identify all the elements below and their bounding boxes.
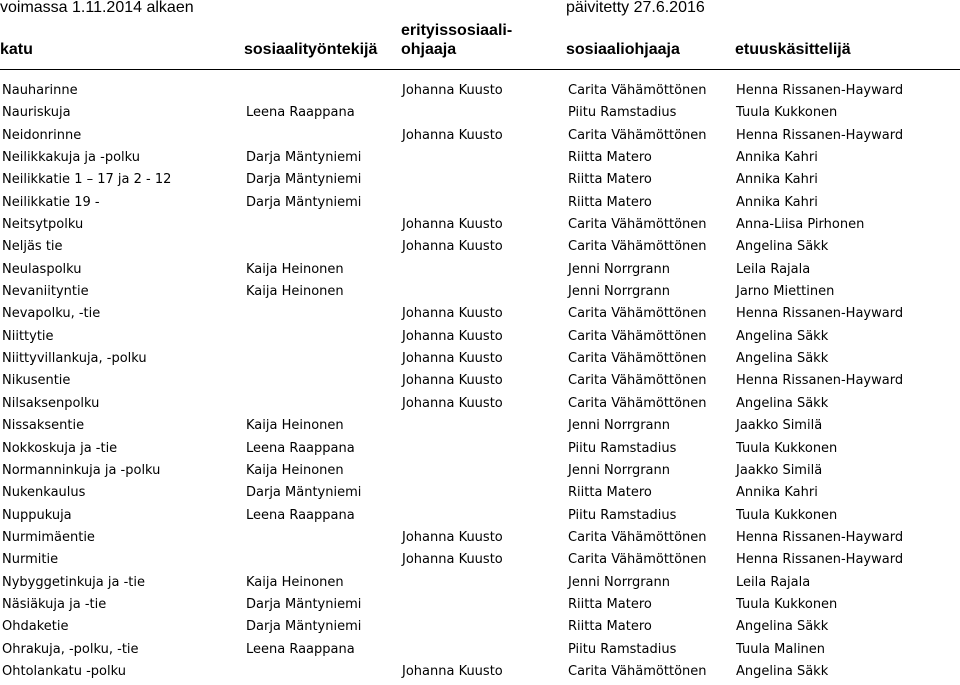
street-cell: Neilikkatie 1 – 17 ja 2 - 12 (2, 172, 172, 188)
benefit-processor-cell: Angelina Säkk (736, 239, 829, 255)
social-guide-cell: Carita Vähämöttönen (568, 663, 707, 679)
benefit-processor-cell: Henna Rissanen-Hayward (736, 83, 904, 98)
special-social-guide-cell: Johanna Kuusto (402, 552, 503, 568)
header-divider (0, 69, 960, 70)
column-header-special-social-guide-line1: erityissosiaali- (401, 22, 513, 39)
table-row (0, 147, 960, 169)
column-header-special-social-guide (401, 21, 512, 59)
social-guide-cell: Carita Vähämöttönen (568, 395, 707, 411)
street-cell: Nikusentie (2, 373, 71, 389)
special-social-guide-cell: Johanna Kuusto (402, 306, 503, 322)
benefit-processor-cell: Jaakko Similä (736, 462, 823, 478)
benefit-processor-cell: Tuula Kukkonen (736, 440, 838, 456)
benefit-processor-cell: Tuula Kukkonen (736, 105, 838, 121)
special-social-guide-cell: Johanna Kuusto (402, 239, 503, 255)
benefit-processor-cell: Jaakko Similä (736, 418, 823, 434)
benefit-processor-cell: Henna Rissanen-Hayward (736, 306, 904, 322)
benefit-processor-cell: Henna Rissanen-Hayward (736, 127, 904, 143)
street-cell: Nukenkaulus (2, 485, 86, 501)
table-row (0, 661, 960, 683)
table-row (0, 393, 960, 415)
benefit-processor-cell: Angelina Säkk (736, 619, 829, 635)
table-row (0, 80, 960, 102)
social-guide-cell: Jenni Norrgrann (568, 284, 671, 300)
benefit-processor-cell: Anna-Liisa Pirhonen (736, 217, 865, 233)
benefit-processor-cell: Tuula Kukkonen (736, 596, 838, 612)
table-row (0, 125, 960, 147)
street-cell: Nissaksentie (2, 418, 85, 434)
special-social-guide-cell: Johanna Kuusto (402, 351, 503, 367)
street-cell: Nilsaksenpolku (2, 395, 100, 411)
table-row (0, 236, 960, 258)
social-worker-cell: Darja Mäntyniemi (246, 596, 362, 612)
benefit-processor-cell: Henna Rissanen-Hayward (736, 552, 904, 568)
social-guide-cell: Riitta Matero (568, 194, 652, 210)
social-worker-cell: Leena Raappana (246, 507, 355, 523)
benefit-processor-cell: Angelina Säkk (736, 351, 829, 367)
street-assignment-table (0, 80, 960, 683)
table-row (0, 594, 960, 616)
benefit-processor-cell: Henna Rissanen-Hayward (736, 529, 904, 545)
special-social-guide-cell: Johanna Kuusto (402, 373, 503, 389)
table-row (0, 460, 960, 482)
social-guide-cell: Piitu Ramstadius (568, 440, 677, 456)
updated-date: päivitetty 27.6.2016 (566, 0, 705, 16)
table-row (0, 572, 960, 594)
social-guide-cell: Carita Vähämöttönen (568, 328, 707, 344)
special-social-guide-cell: Johanna Kuusto (402, 663, 503, 679)
social-worker-cell: Leena Raappana (246, 440, 355, 456)
social-worker-cell: Darja Mäntyniemi (246, 150, 362, 166)
street-cell: Neulaspolku (2, 261, 82, 277)
table-row (0, 438, 960, 460)
column-header-social-worker: sosiaalityöntekijä (244, 41, 378, 58)
benefit-processor-cell: Tuula Malinen (736, 641, 826, 657)
column-header-benefit-processing: etuuskäsittelijä (735, 41, 851, 58)
benefit-processor-cell: Annika Kahri (736, 150, 818, 166)
street-cell: Ohrakuja, -polku, -tie (2, 641, 139, 657)
street-cell: Neljäs tie (2, 239, 63, 255)
table-row (0, 505, 960, 527)
street-cell: Nevaniityntie (2, 284, 89, 300)
street-cell: Nuppukuja (2, 507, 72, 523)
benefit-processor-cell: Leila Rajala (736, 261, 811, 277)
table-row (0, 281, 960, 303)
special-social-guide-cell: Johanna Kuusto (402, 529, 503, 545)
social-worker-cell: Kaija Heinonen (246, 284, 344, 300)
table-row (0, 348, 960, 370)
social-guide-cell: Riitta Matero (568, 485, 652, 501)
street-cell: Nurmimäentie (2, 529, 95, 545)
social-guide-cell: Jenni Norrgrann (568, 462, 671, 478)
street-cell: Neitsytpolku (2, 217, 84, 233)
street-cell: Niittyvillankuja, -polku (2, 351, 147, 367)
street-cell: Nurmitie (2, 552, 59, 568)
social-guide-cell: Carita Vähämöttönen (568, 351, 707, 367)
street-cell: Ohtolankatu -polku (2, 663, 126, 679)
special-social-guide-cell: Johanna Kuusto (402, 127, 503, 143)
table-row (0, 259, 960, 281)
benefit-processor-cell: Leila Rajala (736, 574, 811, 590)
social-guide-cell: Carita Vähämöttönen (568, 83, 707, 98)
benefit-processor-cell: Annika Kahri (736, 194, 818, 210)
street-cell: Nauriskuja (2, 105, 71, 121)
social-guide-cell: Riitta Matero (568, 150, 652, 166)
social-guide-cell: Carita Vähämöttönen (568, 552, 707, 568)
social-guide-cell: Jenni Norrgrann (568, 418, 671, 434)
table-row (0, 370, 960, 392)
street-cell: Niittytie (2, 328, 54, 344)
table-row (0, 415, 960, 437)
benefit-processor-cell: Angelina Säkk (736, 395, 829, 411)
benefit-processor-cell: Angelina Säkk (736, 328, 829, 344)
social-guide-cell: Riitta Matero (568, 619, 652, 635)
street-cell: Neidonrinne (2, 127, 82, 143)
table-row (0, 192, 960, 214)
column-header-special-social-guide-line2: ohjaaja (401, 41, 457, 58)
social-guide-cell: Jenni Norrgrann (568, 261, 671, 277)
street-cell: Näsiäkuja ja -tie (2, 596, 107, 612)
street-cell: Neilikkatie 19 - (2, 194, 100, 210)
benefit-processor-cell: Henna Rissanen-Hayward (736, 373, 904, 389)
table-row (0, 169, 960, 191)
benefit-processor-cell: Tuula Kukkonen (736, 507, 838, 523)
street-cell: Nybyggetinkuja ja -tie (2, 574, 145, 590)
special-social-guide-cell: Johanna Kuusto (402, 83, 503, 98)
social-worker-cell: Leena Raappana (246, 641, 355, 657)
social-worker-cell: Kaija Heinonen (246, 418, 344, 434)
street-cell: Nauharinne (2, 83, 78, 98)
social-guide-cell: Riitta Matero (568, 596, 652, 612)
street-cell: Neilikkakuja ja -polku (2, 150, 141, 166)
social-guide-cell: Piitu Ramstadius (568, 105, 677, 121)
social-worker-cell: Kaija Heinonen (246, 462, 344, 478)
social-worker-cell: Darja Mäntyniemi (246, 194, 362, 210)
street-cell: Nevapolku, -tie (2, 306, 101, 322)
social-guide-cell: Jenni Norrgrann (568, 574, 671, 590)
special-social-guide-cell: Johanna Kuusto (402, 395, 503, 411)
table-row (0, 303, 960, 325)
table-row (0, 102, 960, 124)
special-social-guide-cell: Johanna Kuusto (402, 328, 503, 344)
social-guide-cell: Carita Vähämöttönen (568, 239, 707, 255)
social-worker-cell: Leena Raappana (246, 105, 355, 121)
table-row (0, 326, 960, 348)
social-guide-cell: Carita Vähämöttönen (568, 127, 707, 143)
table-row (0, 549, 960, 571)
social-worker-cell: Darja Mäntyniemi (246, 485, 362, 501)
social-guide-cell: Carita Vähämöttönen (568, 306, 707, 322)
social-guide-cell: Carita Vähämöttönen (568, 217, 707, 233)
social-guide-cell: Piitu Ramstadius (568, 507, 677, 523)
table-row (0, 639, 960, 661)
social-guide-cell: Riitta Matero (568, 172, 652, 188)
table-row (0, 482, 960, 504)
special-social-guide-cell: Johanna Kuusto (402, 217, 503, 233)
social-guide-cell: Carita Vähämöttönen (568, 529, 707, 545)
table-row (0, 214, 960, 236)
benefit-processor-cell: Jarno Miettinen (736, 284, 835, 300)
column-header-social-guide: sosiaaliohjaaja (566, 41, 680, 58)
table-row (0, 616, 960, 638)
social-worker-cell: Darja Mäntyniemi (246, 619, 362, 635)
social-guide-cell: Carita Vähämöttönen (568, 373, 707, 389)
table-row (0, 527, 960, 549)
street-cell: Ohdaketie (2, 619, 69, 635)
benefit-processor-cell: Angelina Säkk (736, 663, 829, 679)
social-worker-cell: Kaija Heinonen (246, 261, 344, 277)
social-worker-cell: Kaija Heinonen (246, 574, 344, 590)
column-header-street: katu (0, 41, 33, 58)
validity-date: voimassa 1.11.2014 alkaen (0, 0, 194, 16)
social-guide-cell: Piitu Ramstadius (568, 641, 677, 657)
street-cell: Normanninkuja ja -polku (2, 462, 161, 478)
street-cell: Nokkoskuja ja -tie (2, 440, 118, 456)
benefit-processor-cell: Annika Kahri (736, 172, 818, 188)
benefit-processor-cell: Annika Kahri (736, 485, 818, 501)
social-worker-cell: Darja Mäntyniemi (246, 172, 362, 188)
